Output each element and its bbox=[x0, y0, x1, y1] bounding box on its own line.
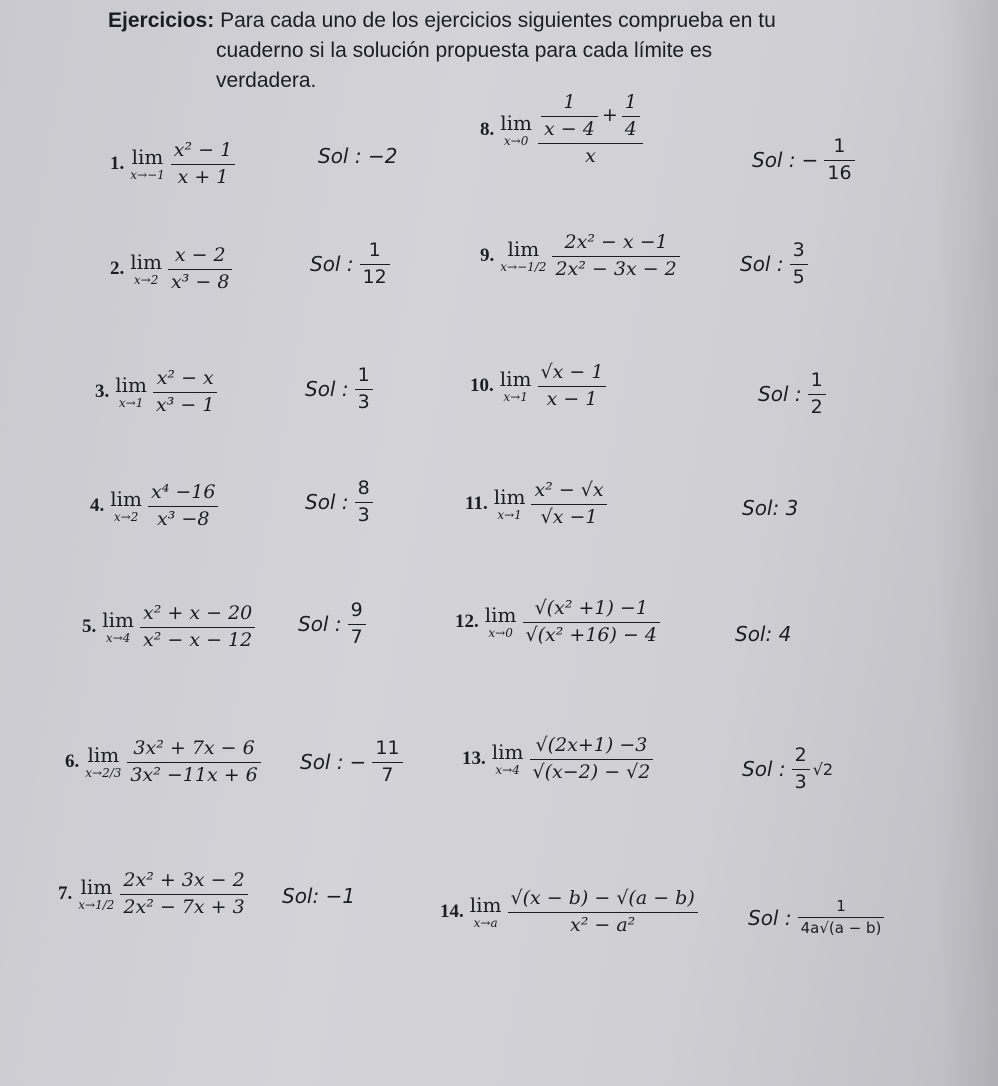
denominator: √(x−2) − √2 bbox=[532, 760, 651, 783]
solution-numerator: 11 bbox=[375, 737, 400, 759]
solution-3 bbox=[305, 365, 373, 414]
solution-2 bbox=[310, 240, 390, 289]
solution-label: Sol : bbox=[748, 905, 792, 930]
instructions-text-3: verdadera. bbox=[216, 69, 317, 92]
exercise-4 bbox=[90, 482, 218, 531]
limit-fraction bbox=[148, 482, 218, 531]
solution-numerator: 1 bbox=[368, 239, 381, 261]
plus-sign: + bbox=[601, 104, 618, 127]
exercise-9 bbox=[480, 232, 680, 281]
solution-numerator: 2 bbox=[794, 744, 807, 766]
instructions-lead: Ejercicios: bbox=[108, 9, 215, 32]
denominator: √(x² +16) − 4 bbox=[525, 623, 658, 646]
solution-label: Sol: −1 bbox=[282, 884, 356, 908]
denominator: x³ −8 bbox=[157, 507, 210, 530]
solution-11 bbox=[742, 496, 798, 520]
limit-operator bbox=[485, 605, 517, 639]
solution-denominator: 3 bbox=[794, 770, 807, 793]
lim-word: lim bbox=[115, 373, 148, 398]
limit-fraction bbox=[127, 738, 260, 787]
limit-operator bbox=[130, 147, 165, 181]
lim-word: lim bbox=[80, 875, 113, 900]
lim-word: lim bbox=[491, 740, 524, 765]
limit-operator bbox=[470, 895, 502, 929]
solution-label: Sol: 4 bbox=[735, 622, 792, 646]
lim-word: lim bbox=[131, 145, 164, 170]
instructions bbox=[108, 6, 908, 96]
solution-numerator: 9 bbox=[350, 599, 363, 621]
solution-denominator: 5 bbox=[792, 265, 805, 288]
exercise-number: 11. bbox=[465, 493, 488, 515]
limit-operator bbox=[130, 252, 162, 286]
exercise-number: 4. bbox=[90, 495, 105, 517]
limit-subscript: x→2 bbox=[133, 273, 159, 288]
limit-subscript: x→1/2 bbox=[78, 898, 115, 913]
solution-label: Sol : bbox=[305, 490, 349, 515]
exercise-13 bbox=[462, 735, 653, 784]
limit-fraction bbox=[140, 603, 255, 652]
lim-word: lim bbox=[499, 367, 532, 392]
denominator: 3x² −11x + 6 bbox=[130, 763, 258, 786]
solution-denominator: 16 bbox=[827, 161, 852, 184]
limit-subscript: x→2/3 bbox=[85, 766, 122, 781]
instructions-text-1: Para cada uno de los ejercicios siguientes comprueba en tu bbox=[220, 9, 776, 32]
solution-8 bbox=[752, 136, 855, 185]
solution-1 bbox=[318, 144, 397, 168]
lim-word: lim bbox=[102, 608, 135, 633]
inner-denominator: x − 4 bbox=[544, 117, 595, 140]
limit-fraction bbox=[530, 735, 654, 784]
lim-word: lim bbox=[507, 237, 540, 262]
exercise-5 bbox=[82, 603, 255, 652]
solution-14 bbox=[748, 898, 884, 938]
limit-fraction bbox=[552, 232, 679, 281]
limit-operator bbox=[492, 742, 524, 776]
limit-operator bbox=[500, 239, 546, 273]
solution-label: Sol : −2 bbox=[318, 144, 398, 168]
numerator: √(x − b) − √(a − b) bbox=[510, 887, 695, 909]
limit-fraction bbox=[523, 598, 661, 647]
denominator: x² − a² bbox=[569, 913, 636, 936]
lim-word: lim bbox=[87, 743, 120, 768]
exercise-6 bbox=[65, 738, 261, 787]
numerator: x⁴ −16 bbox=[151, 481, 216, 503]
denominator: x² − x − 12 bbox=[143, 628, 253, 651]
limit-fraction bbox=[171, 140, 235, 189]
solution-9 bbox=[740, 240, 808, 289]
inner-fraction-2 bbox=[622, 92, 640, 141]
denominator: x³ − 8 bbox=[171, 270, 230, 293]
exercise-number: 14. bbox=[440, 901, 464, 923]
limit-fraction bbox=[120, 870, 247, 919]
limit-fraction bbox=[153, 368, 217, 417]
solution-numerator: 3 bbox=[792, 239, 805, 261]
lim-word: lim bbox=[110, 487, 143, 512]
exercise-12 bbox=[455, 598, 660, 647]
solution-label: Sol : bbox=[300, 750, 344, 775]
limit-operator bbox=[110, 489, 142, 523]
solution-4 bbox=[305, 478, 373, 527]
limit-fraction bbox=[531, 480, 606, 529]
numerator: √(x² +1) −1 bbox=[534, 597, 648, 619]
solution-13 bbox=[742, 745, 833, 794]
page-edge-shadow bbox=[938, 0, 998, 1086]
solution-denominator: 12 bbox=[362, 265, 387, 288]
exercise-1 bbox=[110, 140, 235, 189]
solution-numerator: 1 bbox=[810, 369, 823, 391]
limit-operator bbox=[102, 610, 134, 644]
solution-label: Sol : bbox=[310, 252, 354, 277]
solution-sign: − bbox=[349, 750, 367, 775]
exercise-8 bbox=[480, 92, 643, 168]
solution-denominator: 7 bbox=[381, 763, 394, 786]
exercise-number: 3. bbox=[95, 381, 110, 403]
solution-label: Sol: 3 bbox=[742, 496, 799, 520]
limit-operator bbox=[500, 369, 532, 403]
solution-5 bbox=[298, 600, 366, 649]
solution-label: Sol : bbox=[758, 382, 802, 407]
denominator: x + 1 bbox=[177, 165, 229, 188]
solution-label: Sol : bbox=[740, 252, 784, 277]
lim-word: lim bbox=[493, 485, 526, 510]
inner-numerator: 1 bbox=[624, 91, 637, 113]
solution-denominator: 2 bbox=[810, 395, 823, 418]
denominator: 2x² − 3x − 2 bbox=[555, 257, 677, 280]
lim-word: lim bbox=[500, 110, 533, 135]
limit-fraction bbox=[168, 245, 232, 294]
exercise-10 bbox=[470, 362, 606, 411]
inner-denominator: 4 bbox=[624, 117, 637, 140]
solution-denominator: 4a√(a − b) bbox=[800, 919, 882, 938]
exercise-number: 8. bbox=[480, 118, 495, 140]
solution-10 bbox=[758, 370, 826, 419]
solution-6 bbox=[300, 738, 403, 787]
numerator: x² − √x bbox=[534, 479, 604, 501]
numerator: x² − 1 bbox=[173, 139, 233, 161]
lim-word: lim bbox=[484, 603, 517, 628]
lim-word: lim bbox=[469, 893, 502, 918]
solution-root: √2 bbox=[812, 759, 834, 779]
solution-label: Sol : bbox=[752, 148, 796, 173]
limit-subscript: x→−1 bbox=[130, 168, 165, 183]
exercise-14 bbox=[440, 888, 698, 937]
limit-subscript: x→0 bbox=[488, 626, 513, 641]
limit-subscript: x→1 bbox=[497, 508, 522, 523]
exercise-number: 13. bbox=[462, 748, 486, 770]
limit-subscript: x→−1/2 bbox=[500, 260, 547, 275]
solution-7 bbox=[282, 884, 355, 908]
limit-fraction bbox=[508, 888, 698, 937]
denominator: x bbox=[585, 144, 596, 167]
limit-fraction bbox=[538, 362, 607, 411]
solution-sign: − bbox=[801, 148, 819, 173]
solution-numerator: 8 bbox=[357, 477, 370, 499]
limit-subscript: x→4 bbox=[495, 763, 520, 778]
limit-subscript: x→4 bbox=[105, 631, 131, 646]
solution-12 bbox=[735, 622, 791, 646]
solution-numerator: 1 bbox=[357, 364, 370, 386]
exercise-number: 6. bbox=[65, 751, 80, 773]
exercise-3 bbox=[95, 368, 217, 417]
exercise-7 bbox=[58, 870, 248, 919]
limit-subscript: x→1 bbox=[503, 390, 528, 405]
limit-operator bbox=[115, 375, 147, 409]
inner-fraction-1 bbox=[541, 92, 598, 141]
limit-operator bbox=[500, 110, 533, 148]
denominator: x − 1 bbox=[546, 387, 598, 410]
denominator: x³ − 1 bbox=[156, 393, 215, 416]
exercise-number: 9. bbox=[480, 245, 495, 267]
solution-numerator: 1 bbox=[836, 897, 846, 915]
numerator: x² + x − 20 bbox=[143, 602, 253, 624]
limit-subscript: x→1 bbox=[118, 396, 144, 411]
inner-numerator: 1 bbox=[563, 91, 576, 113]
limit-subscript: x→0 bbox=[503, 133, 529, 148]
solution-label: Sol : bbox=[742, 757, 786, 782]
numerator: √(2x+1) −3 bbox=[535, 734, 648, 756]
denominator: 2x² − 7x + 3 bbox=[123, 895, 245, 918]
solution-label: Sol : bbox=[298, 612, 342, 637]
exercise-number: 12. bbox=[455, 611, 479, 633]
exercise-number: 5. bbox=[82, 616, 97, 638]
denominator: √x −1 bbox=[540, 505, 598, 528]
exercise-11 bbox=[465, 480, 607, 529]
limit-subscript: x→2 bbox=[113, 510, 139, 525]
numerator: 3x² + 7x − 6 bbox=[133, 737, 255, 759]
instructions-text-2: cuaderno si la solución propuesta para cada límite es bbox=[216, 39, 713, 62]
limit-subscript: x→a bbox=[473, 916, 498, 931]
exercise-number: 10. bbox=[470, 375, 494, 397]
exercise-number: 1. bbox=[110, 153, 125, 175]
numerator: 2x² − x −1 bbox=[564, 231, 668, 253]
solution-denominator: 3 bbox=[357, 390, 370, 413]
exercise-2 bbox=[110, 245, 232, 294]
numerator: 2x² + 3x − 2 bbox=[123, 869, 245, 891]
numerator: x − 2 bbox=[174, 244, 226, 266]
solution-denominator: 3 bbox=[357, 503, 370, 526]
solution-denominator: 7 bbox=[350, 625, 363, 648]
limit-operator bbox=[78, 877, 114, 911]
solution-numerator: 1 bbox=[833, 135, 846, 157]
exercise-number: 2. bbox=[110, 258, 125, 280]
solution-label: Sol : bbox=[305, 377, 349, 402]
complex-fraction bbox=[538, 92, 643, 168]
numerator: √x − 1 bbox=[540, 361, 604, 383]
limit-operator bbox=[494, 487, 526, 521]
limit-operator bbox=[85, 745, 121, 779]
numerator: x² − x bbox=[156, 367, 214, 389]
exercise-number: 7. bbox=[58, 883, 73, 905]
lim-word: lim bbox=[130, 250, 163, 275]
